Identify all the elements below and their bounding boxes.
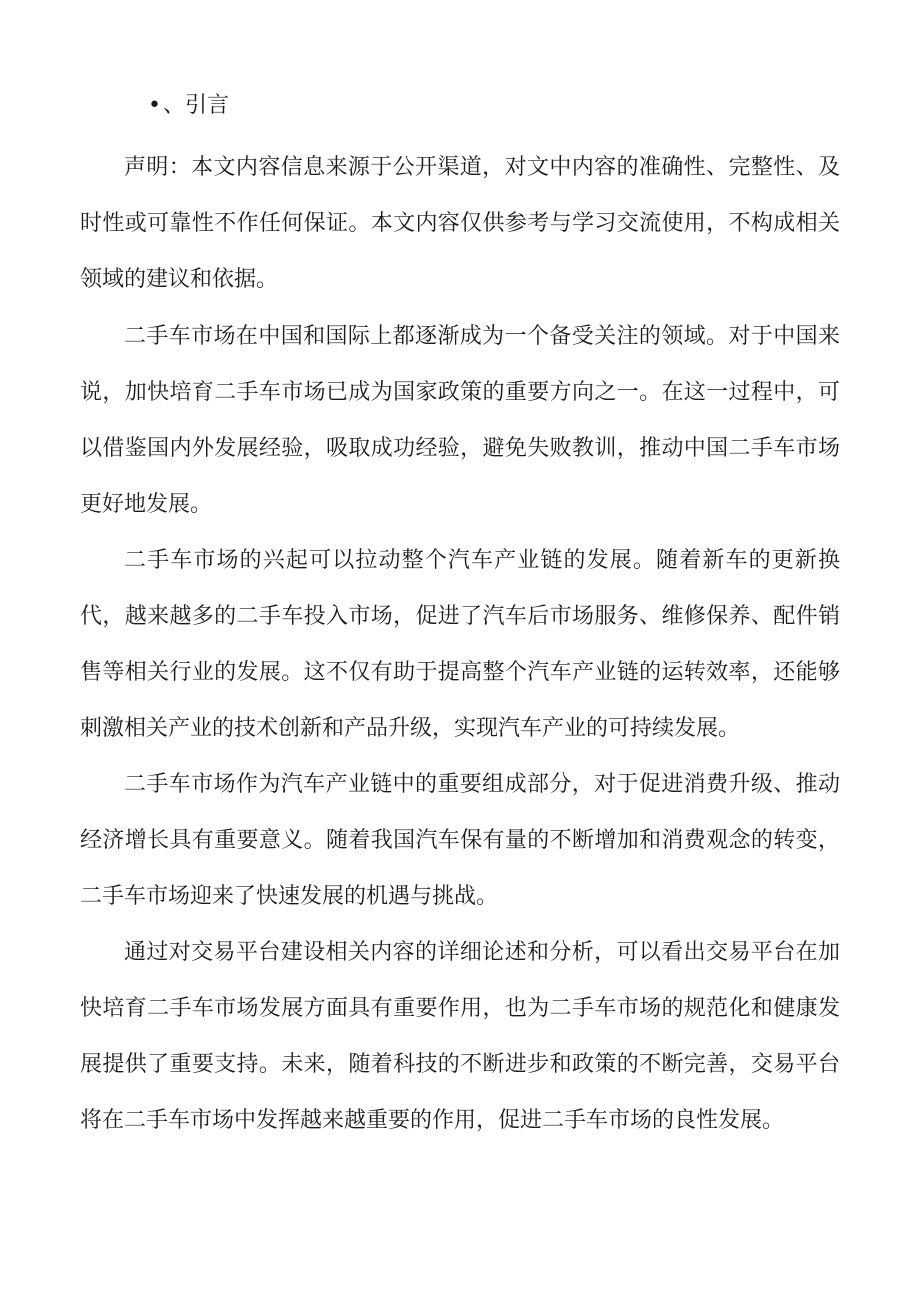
body-paragraph: 二手车市场作为汽车产业链中的重要组成部分，对于促进消费升级、推动经济增长具有重要意义。随着我国汽车保有量的不断增加和消费观念的转变，二手车市场迎来了快速发展的机遇与挑战。 <box>80 772 840 909</box>
body-paragraph: 通过对交易平台建设相关内容的详细论述和分析，可以看出交易平台在加快培育二手车市场发展方面具有重要作用，也为二手车市场的规范化和健康发展提供了重要支持。未来，随着科技的不断进步和政策的不断完善，交易平台将在二手车市场中发挥越来越重要的作用，促进二手车市场的良性发展。 <box>80 940 840 1133</box>
body-paragraph: 二手车市场的兴起可以拉动整个汽车产业链的发展。随着新车的更新换代，越来越多的二手车投入市场，促进了汽车后市场服务、维修保养、配件销售等相关行业的发展。这不仅有助于提高整个汽车产业链的运转效率，还能够刺激相关产业的技术创新和产品升级，实现汽车产业的可持续发展。 <box>80 548 840 741</box>
section-heading <box>148 88 229 124</box>
disclaimer-paragraph: 声明：本文内容信息来源于公开渠道，对文中内容的准确性、完整性、及时性或可靠性不作任何保证。本文内容仅供参考与学习交流使用，不构成相关领域的建议和依据。 <box>80 155 840 292</box>
body-paragraph: 二手车市场在中国和国际上都逐渐成为一个备受关注的领域。对于中国来说，加快培育二手车市场已成为国家政策的重要方向之一。在这一过程中，可以借鉴国内外发展经验，吸取成功经验，避免失败教训，推动中国二手车市场更好地发展。 <box>80 324 840 517</box>
bullet-icon: • <box>148 93 161 118</box>
section-heading-text: 、引言 <box>162 93 229 118</box>
